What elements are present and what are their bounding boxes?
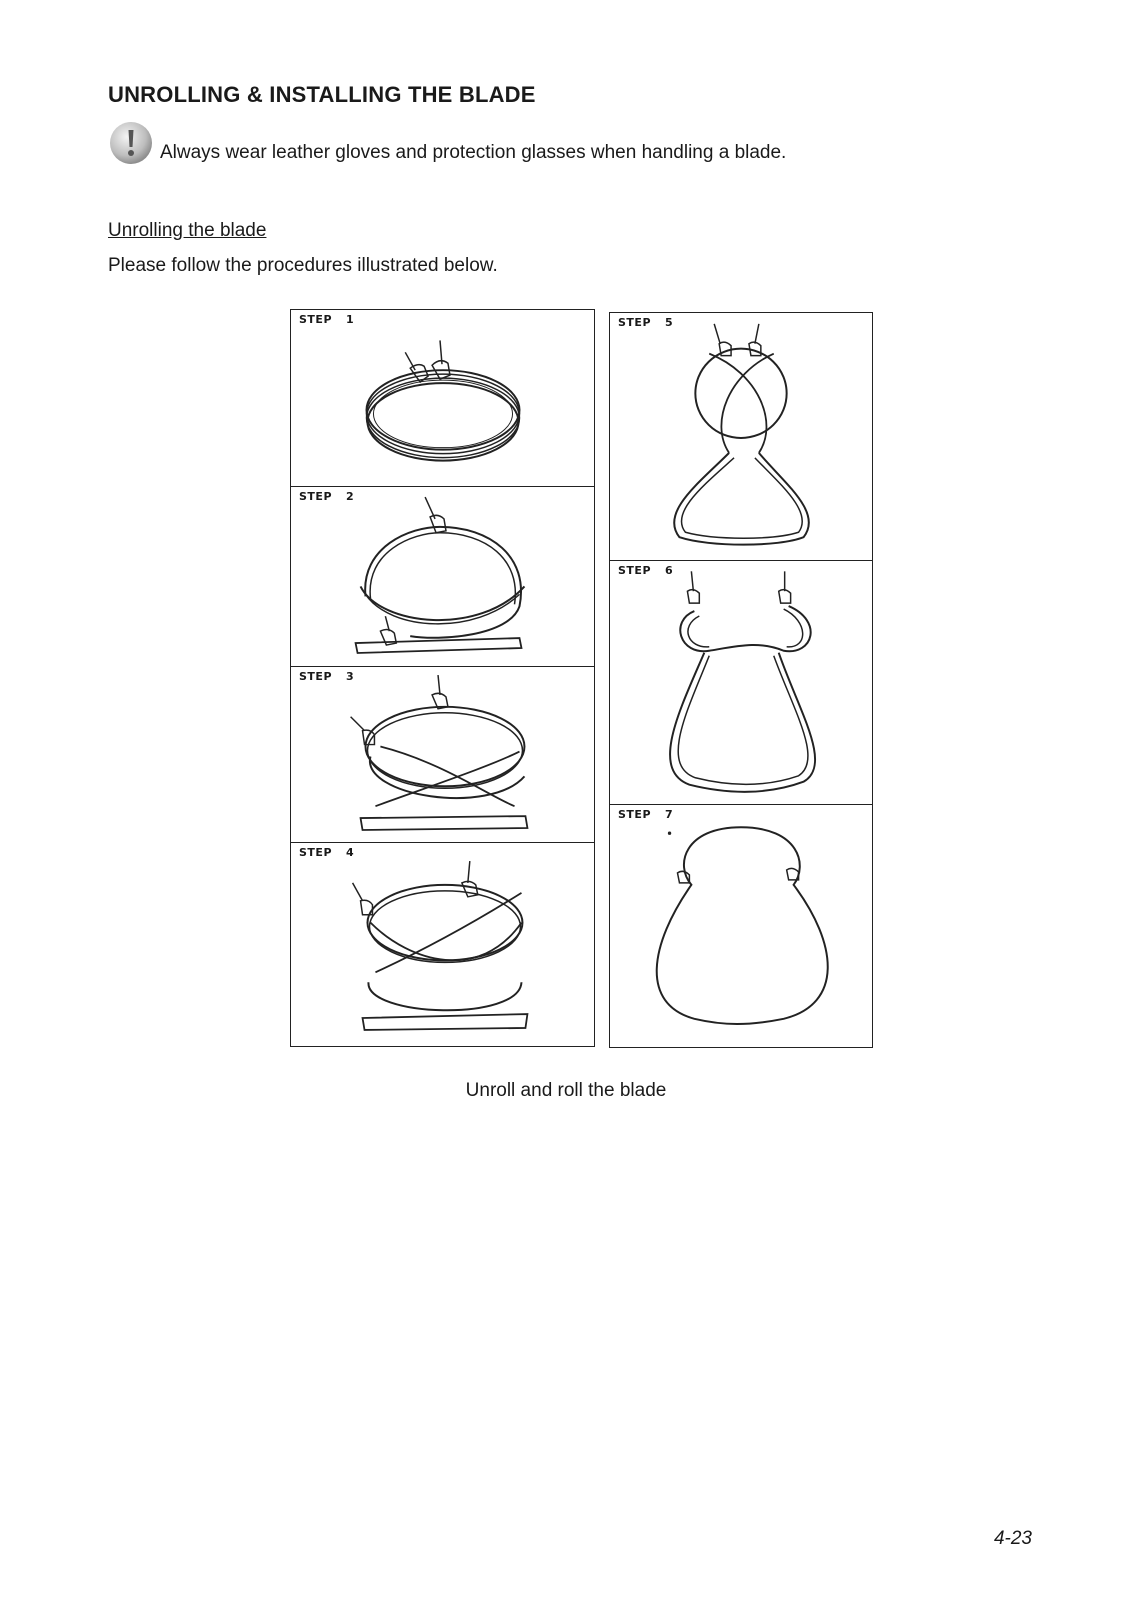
step-1-illustration bbox=[291, 310, 594, 486]
step-5-label: STEP 5 bbox=[618, 316, 674, 329]
step-5-cell bbox=[610, 313, 872, 560]
step-4-cell bbox=[291, 842, 594, 1048]
instruction-text: Please follow the procedures illustrated below. bbox=[108, 255, 498, 276]
step-2-cell bbox=[291, 486, 594, 666]
steps-panel-left bbox=[290, 309, 595, 1047]
step-5-illustration bbox=[610, 313, 872, 560]
step-3-label: STEP 3 bbox=[299, 670, 355, 683]
figure-caption: Unroll and roll the blade bbox=[465, 1080, 667, 1101]
step-6-cell bbox=[610, 560, 872, 804]
step-7-label: STEP 7 bbox=[618, 808, 674, 821]
step-1-cell bbox=[291, 310, 594, 486]
warning-text: Always wear leather gloves and protection glasses when handling a blade. bbox=[160, 142, 787, 163]
page-number: 4-23 bbox=[993, 1528, 1032, 1549]
page-title: UNROLLING & INSTALLING THE BLADE bbox=[108, 82, 536, 107]
step-6-label: STEP 6 bbox=[618, 564, 674, 577]
step-6-illustration bbox=[610, 561, 872, 804]
step-1-label: STEP 1 bbox=[299, 313, 355, 326]
steps-panel-right bbox=[609, 312, 873, 1048]
step-3-cell bbox=[291, 666, 594, 842]
warning-note bbox=[108, 120, 786, 166]
step-3-illustration bbox=[291, 667, 594, 842]
step-2-illustration bbox=[291, 487, 594, 666]
step-4-label: STEP 4 bbox=[299, 846, 355, 859]
step-4-illustration bbox=[291, 843, 594, 1048]
section-subheading: Unrolling the blade bbox=[108, 220, 267, 241]
exclamation-icon bbox=[108, 120, 154, 166]
step-7-cell bbox=[610, 804, 872, 1049]
step-2-label: STEP 2 bbox=[299, 490, 355, 503]
step-7-illustration bbox=[610, 805, 872, 1049]
